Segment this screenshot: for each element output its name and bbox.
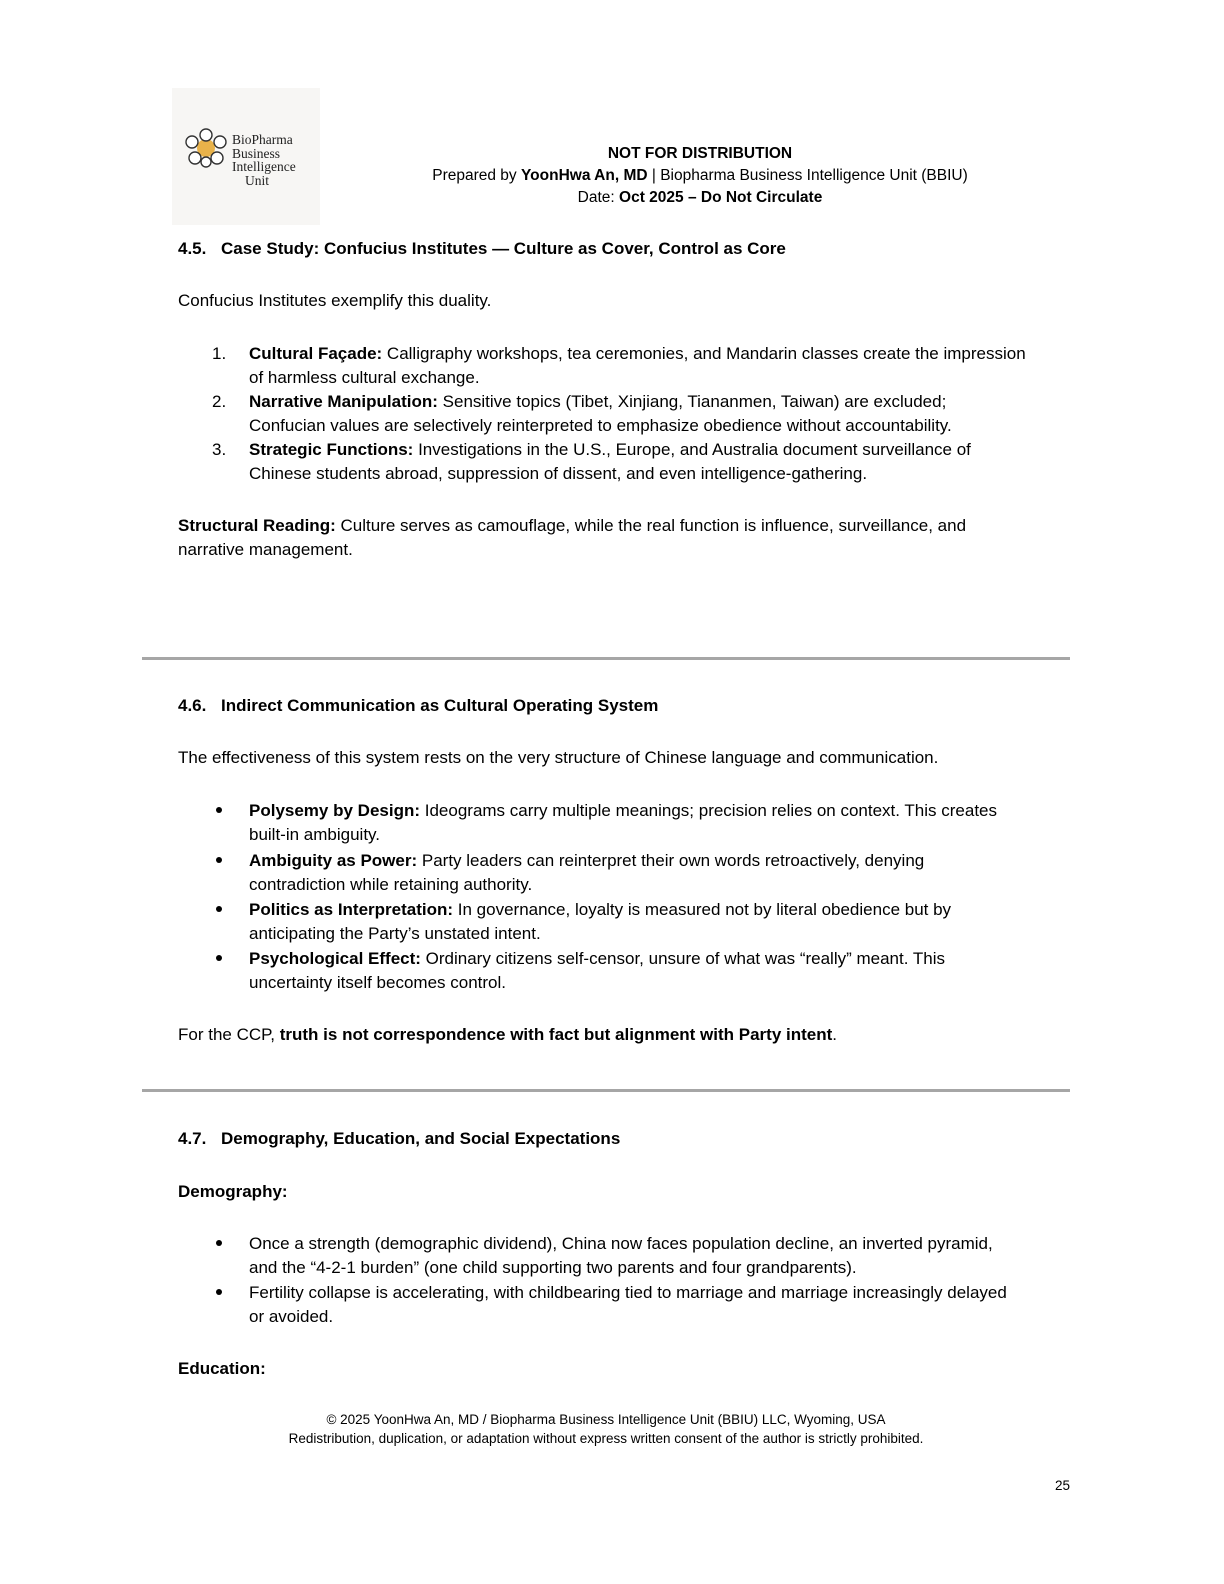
section-heading-4-6: 4.6. Indirect Communication as Cultural Operating System <box>178 696 659 715</box>
bullet-icon <box>216 1289 222 1295</box>
bullet-item: Psychological Effect: Ordinary citizens self-censor, unsure of what was “really” meant. This uncertainty itself becomes control. <box>212 947 1092 995</box>
section-intro: Confucius Institutes exemplify this duality. <box>178 291 492 310</box>
list-item: 2. Narrative Manipulation: Sensitive topics (Tibet, Xinjiang, Tiananmen, Taiwan) are excluded; Confucian values are selectively reinterpreted to emphasize obedience without accountability. <box>212 392 952 435</box>
bullet-item: Once a strength (demographic dividend), China now faces population decline, an inverted pyramid, and the “4-2-1 burden” (one child supporting two parents and four grandparents). <box>212 1232 1092 1280</box>
prepared-by-line: Prepared by YoonHwa An, MD | Biopharma Business Intelligence Unit (BBIU) <box>432 167 968 184</box>
section-divider <box>142 657 1070 660</box>
structural-reading: Structural Reading: Culture serves as camouflage, while the real function is influence, surveillance, and narrative management. <box>178 516 967 559</box>
bullet-icon <box>216 906 222 912</box>
bullet-icon <box>216 955 222 961</box>
bullet-icon <box>216 807 222 813</box>
bullet-icon <box>216 1240 222 1246</box>
subheading-demography: Demography: <box>178 1182 288 1201</box>
section-divider <box>142 1089 1070 1092</box>
logo-wordmark: BioPharma Business Intelligence Unit <box>232 132 296 188</box>
section-heading-4-7: 4.7. Demography, Education, and Social Expectations <box>178 1129 621 1148</box>
bullet-item: Polysemy by Design: Ideograms carry multiple meanings; precision relies on context. This creates built-in ambiguity. <box>212 799 1092 847</box>
redistribution-notice: Redistribution, duplication, or adaptation without express written consent of the author is strictly prohibited. <box>288 1431 924 1446</box>
date-line: Date: Oct 2025 – Do Not Circulate <box>577 189 823 206</box>
list-item: 1. Cultural Façade: Calligraphy workshops, tea ceremonies, and Mandarin classes create the impression of harmless cultural exchange. <box>212 344 1026 387</box>
copyright-line: © 2025 YoonHwa An, MD / Biopharma Business Intelligence Unit (BBIU) LLC, Wyoming, USA <box>326 1412 886 1427</box>
section-heading-4-5: 4.5. Case Study: Confucius Institutes — Culture as Cover, Control as Core <box>178 239 786 258</box>
list-item: 3. Strategic Functions: Investigations in the U.S., Europe, and Australia document surveillance of Chinese students abroad, suppression of dissent, and even intelligence-gathering. <box>212 440 971 483</box>
bullet-item: Politics as Interpretation: In governance, loyalty is measured not by literal obedience but by anticipating the Party’s unstated intent. <box>212 898 1092 946</box>
section-intro: The effectiveness of this system rests on the very structure of Chinese language and communication. <box>178 748 939 767</box>
page-number: 25 <box>1054 1478 1070 1493</box>
bullet-item: Ambiguity as Power: Party leaders can reinterpret their own words retroactively, denying contradiction while retaining authority. <box>212 849 1092 897</box>
bullet-item: Fertility collapse is accelerating, with childbearing tied to marriage and marriage increasingly delayed or avoided. <box>212 1281 1092 1329</box>
bullet-icon <box>216 857 222 863</box>
distribution-notice: NOT FOR DISTRIBUTION <box>607 145 793 162</box>
closing-statement: For the CCP, truth is not correspondence with fact but alignment with Party intent. <box>178 1025 838 1044</box>
company-logo <box>172 88 320 225</box>
subheading-education: Education: <box>178 1359 266 1378</box>
molecule-ring-icon <box>181 128 231 170</box>
